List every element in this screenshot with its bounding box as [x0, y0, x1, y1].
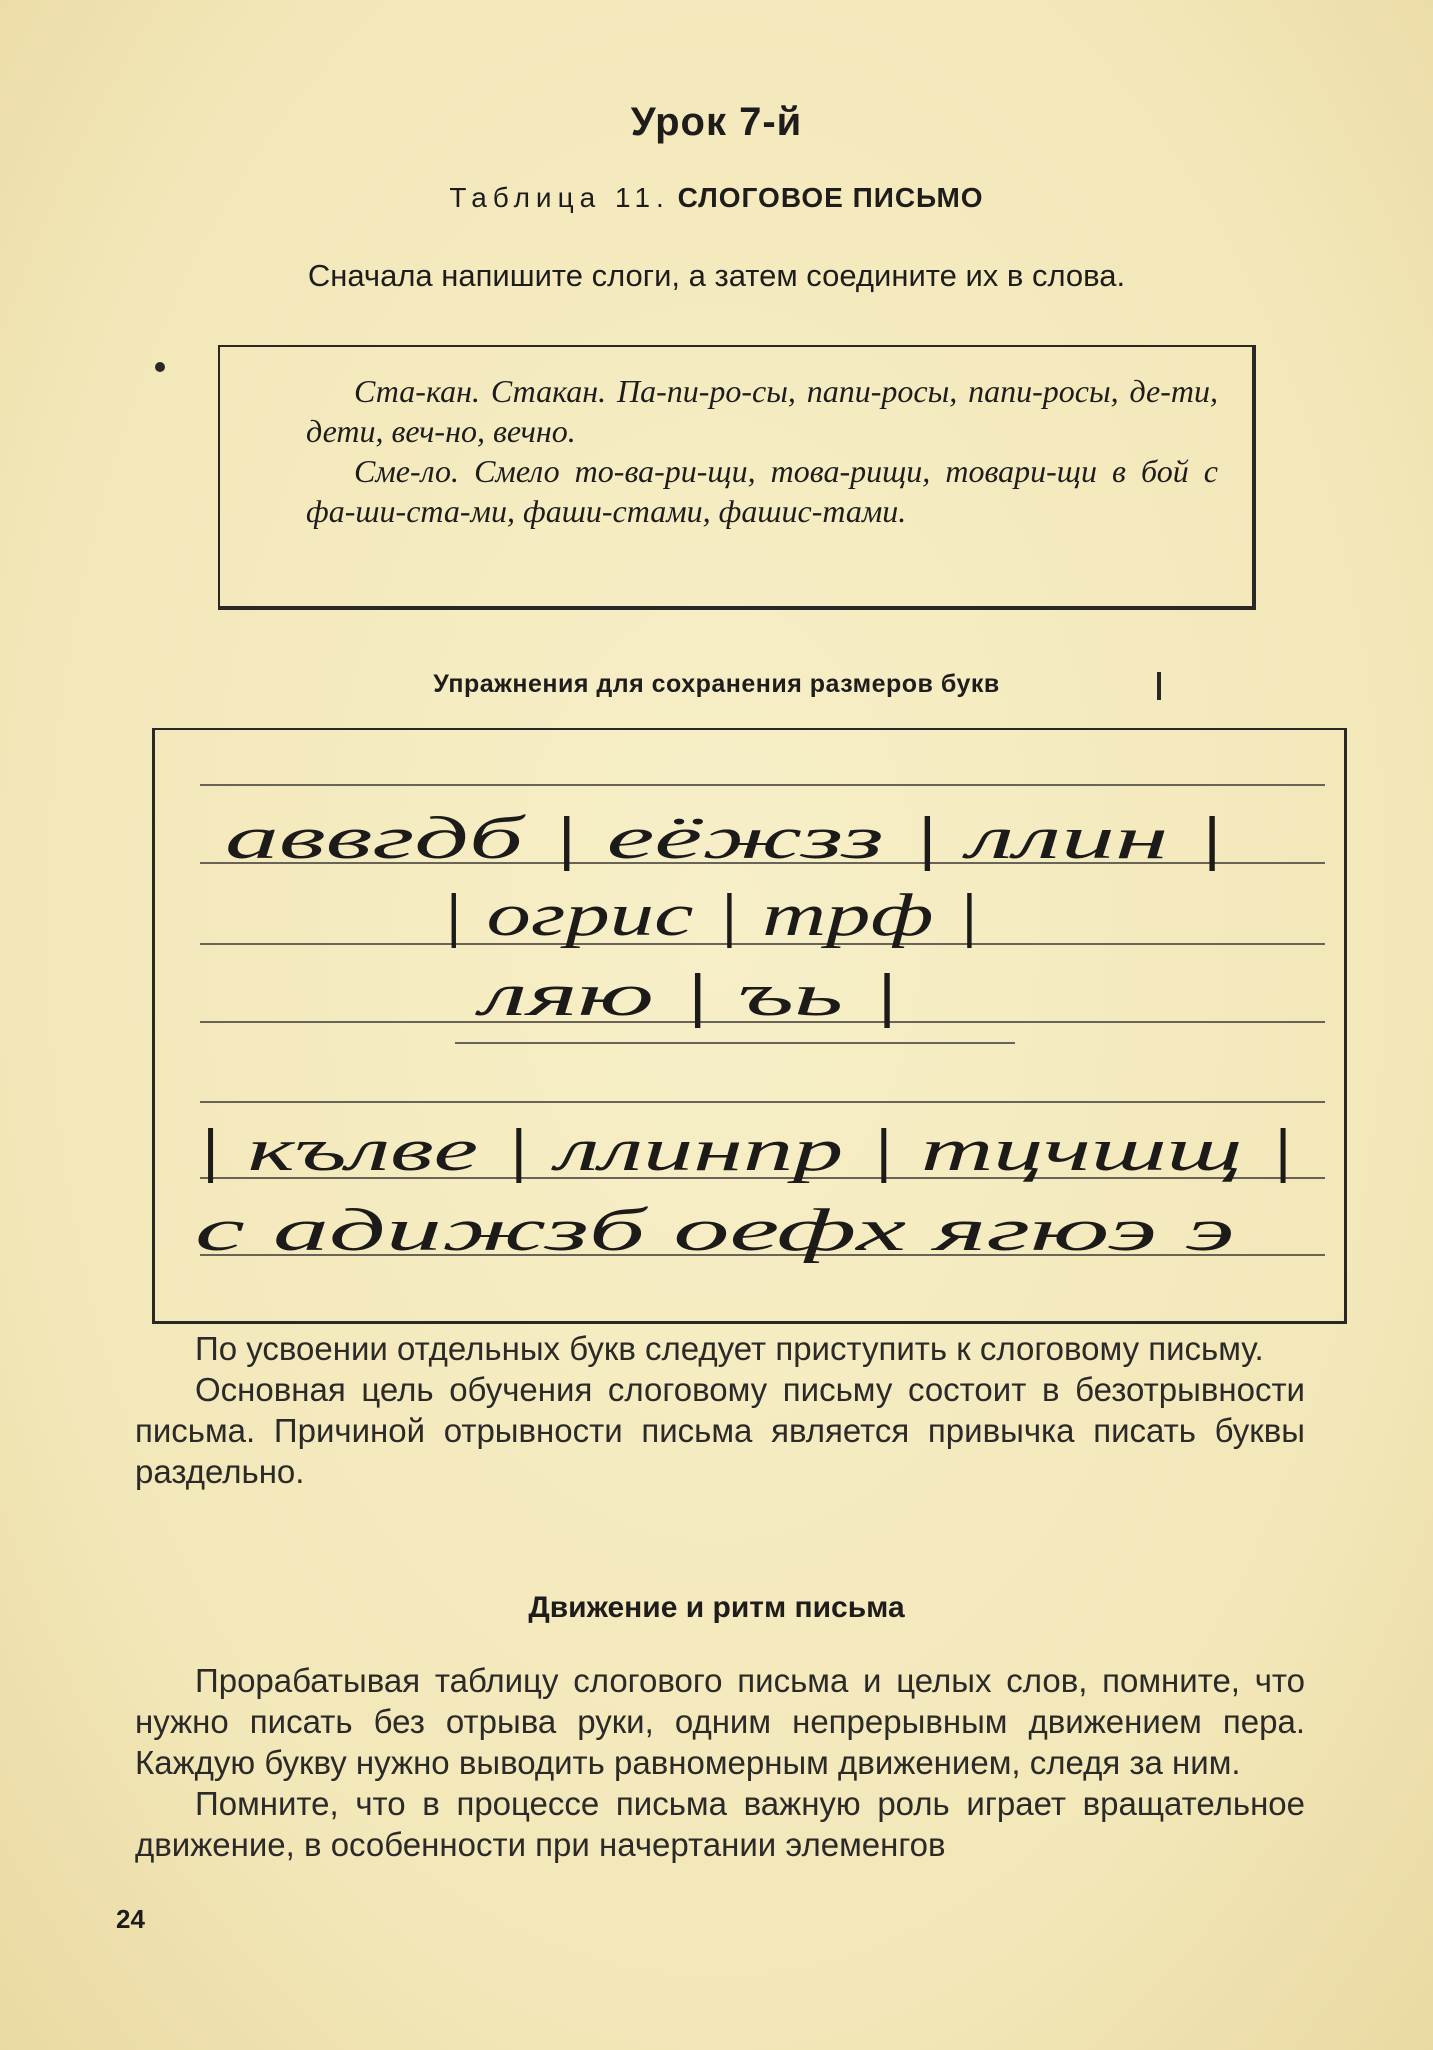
body-paragraph: По усвоении отдельных букв следует приступить к слоговому письму.	[195, 1330, 1264, 1367]
body-paragraph: Помните, что в процессе письма важную роль играет вращательное движение, в особенности при начертании элеменгов	[135, 1785, 1305, 1863]
body-paragraph: Прорабатывая таблицу слогового письма и целых слов, помните, что нужно писать без отрыва руки, одним непрерывным движением пера. Каждую букву нужно выводить равномерным движением, следя за ним.	[135, 1662, 1305, 1781]
handwriting-line: | огрис | трф |	[440, 882, 980, 948]
handwriting-line: ляю | ъь |	[474, 962, 900, 1028]
print-speck	[155, 362, 165, 372]
body-text-section1	[135, 1328, 1305, 1492]
handwriting-line: | кълве | ллинпр | тцчшщ |	[195, 1117, 1295, 1183]
handwriting-ruling	[155, 730, 1345, 1322]
syllable-paragraph: Ста-кан. Стакан. Па-пи-ро-сы, папи-росы, папи-росы, де-ти, дети, веч-но, вечно.	[306, 373, 1218, 449]
syllable-table-text	[306, 371, 1218, 531]
handwriting-exercise-box	[152, 728, 1347, 1324]
table-heading	[0, 182, 1433, 214]
margin-mark	[1157, 672, 1161, 700]
exercise-title: Упражнения для сохранения размеров букв	[433, 670, 1000, 698]
table-label: Таблица 11.	[449, 182, 670, 213]
handwriting-line: с адижзб оефх ягюэ э	[195, 1197, 1235, 1263]
body-text-section2	[135, 1660, 1305, 1865]
lesson-title: Урок 7-й	[630, 100, 803, 144]
page-number: 24	[116, 1904, 145, 1934]
instruction-text: Сначала напишите слоги, а затем соедините их в слова.	[307, 258, 1126, 293]
body-paragraph: Основная цель обучения слоговому письму состоит в безотрывности письма. Причиной отрывности письма является привычка писать буквы раздельно.	[135, 1371, 1305, 1490]
handwriting-line: аввгдб | еёжзз | ллин |	[225, 805, 1225, 871]
syllable-table-box	[218, 345, 1256, 610]
section-heading: Движение и ритм письма	[528, 1591, 905, 1624]
table-name: СЛОГОВОЕ ПИСЬМО	[677, 182, 984, 213]
syllable-paragraph: Сме-ло. Смело то-ва-ри-щи, това-рищи, товари-щи в бой с фа-ши-ста-ми, фаши-стами, фашис-тами.	[306, 453, 1218, 529]
